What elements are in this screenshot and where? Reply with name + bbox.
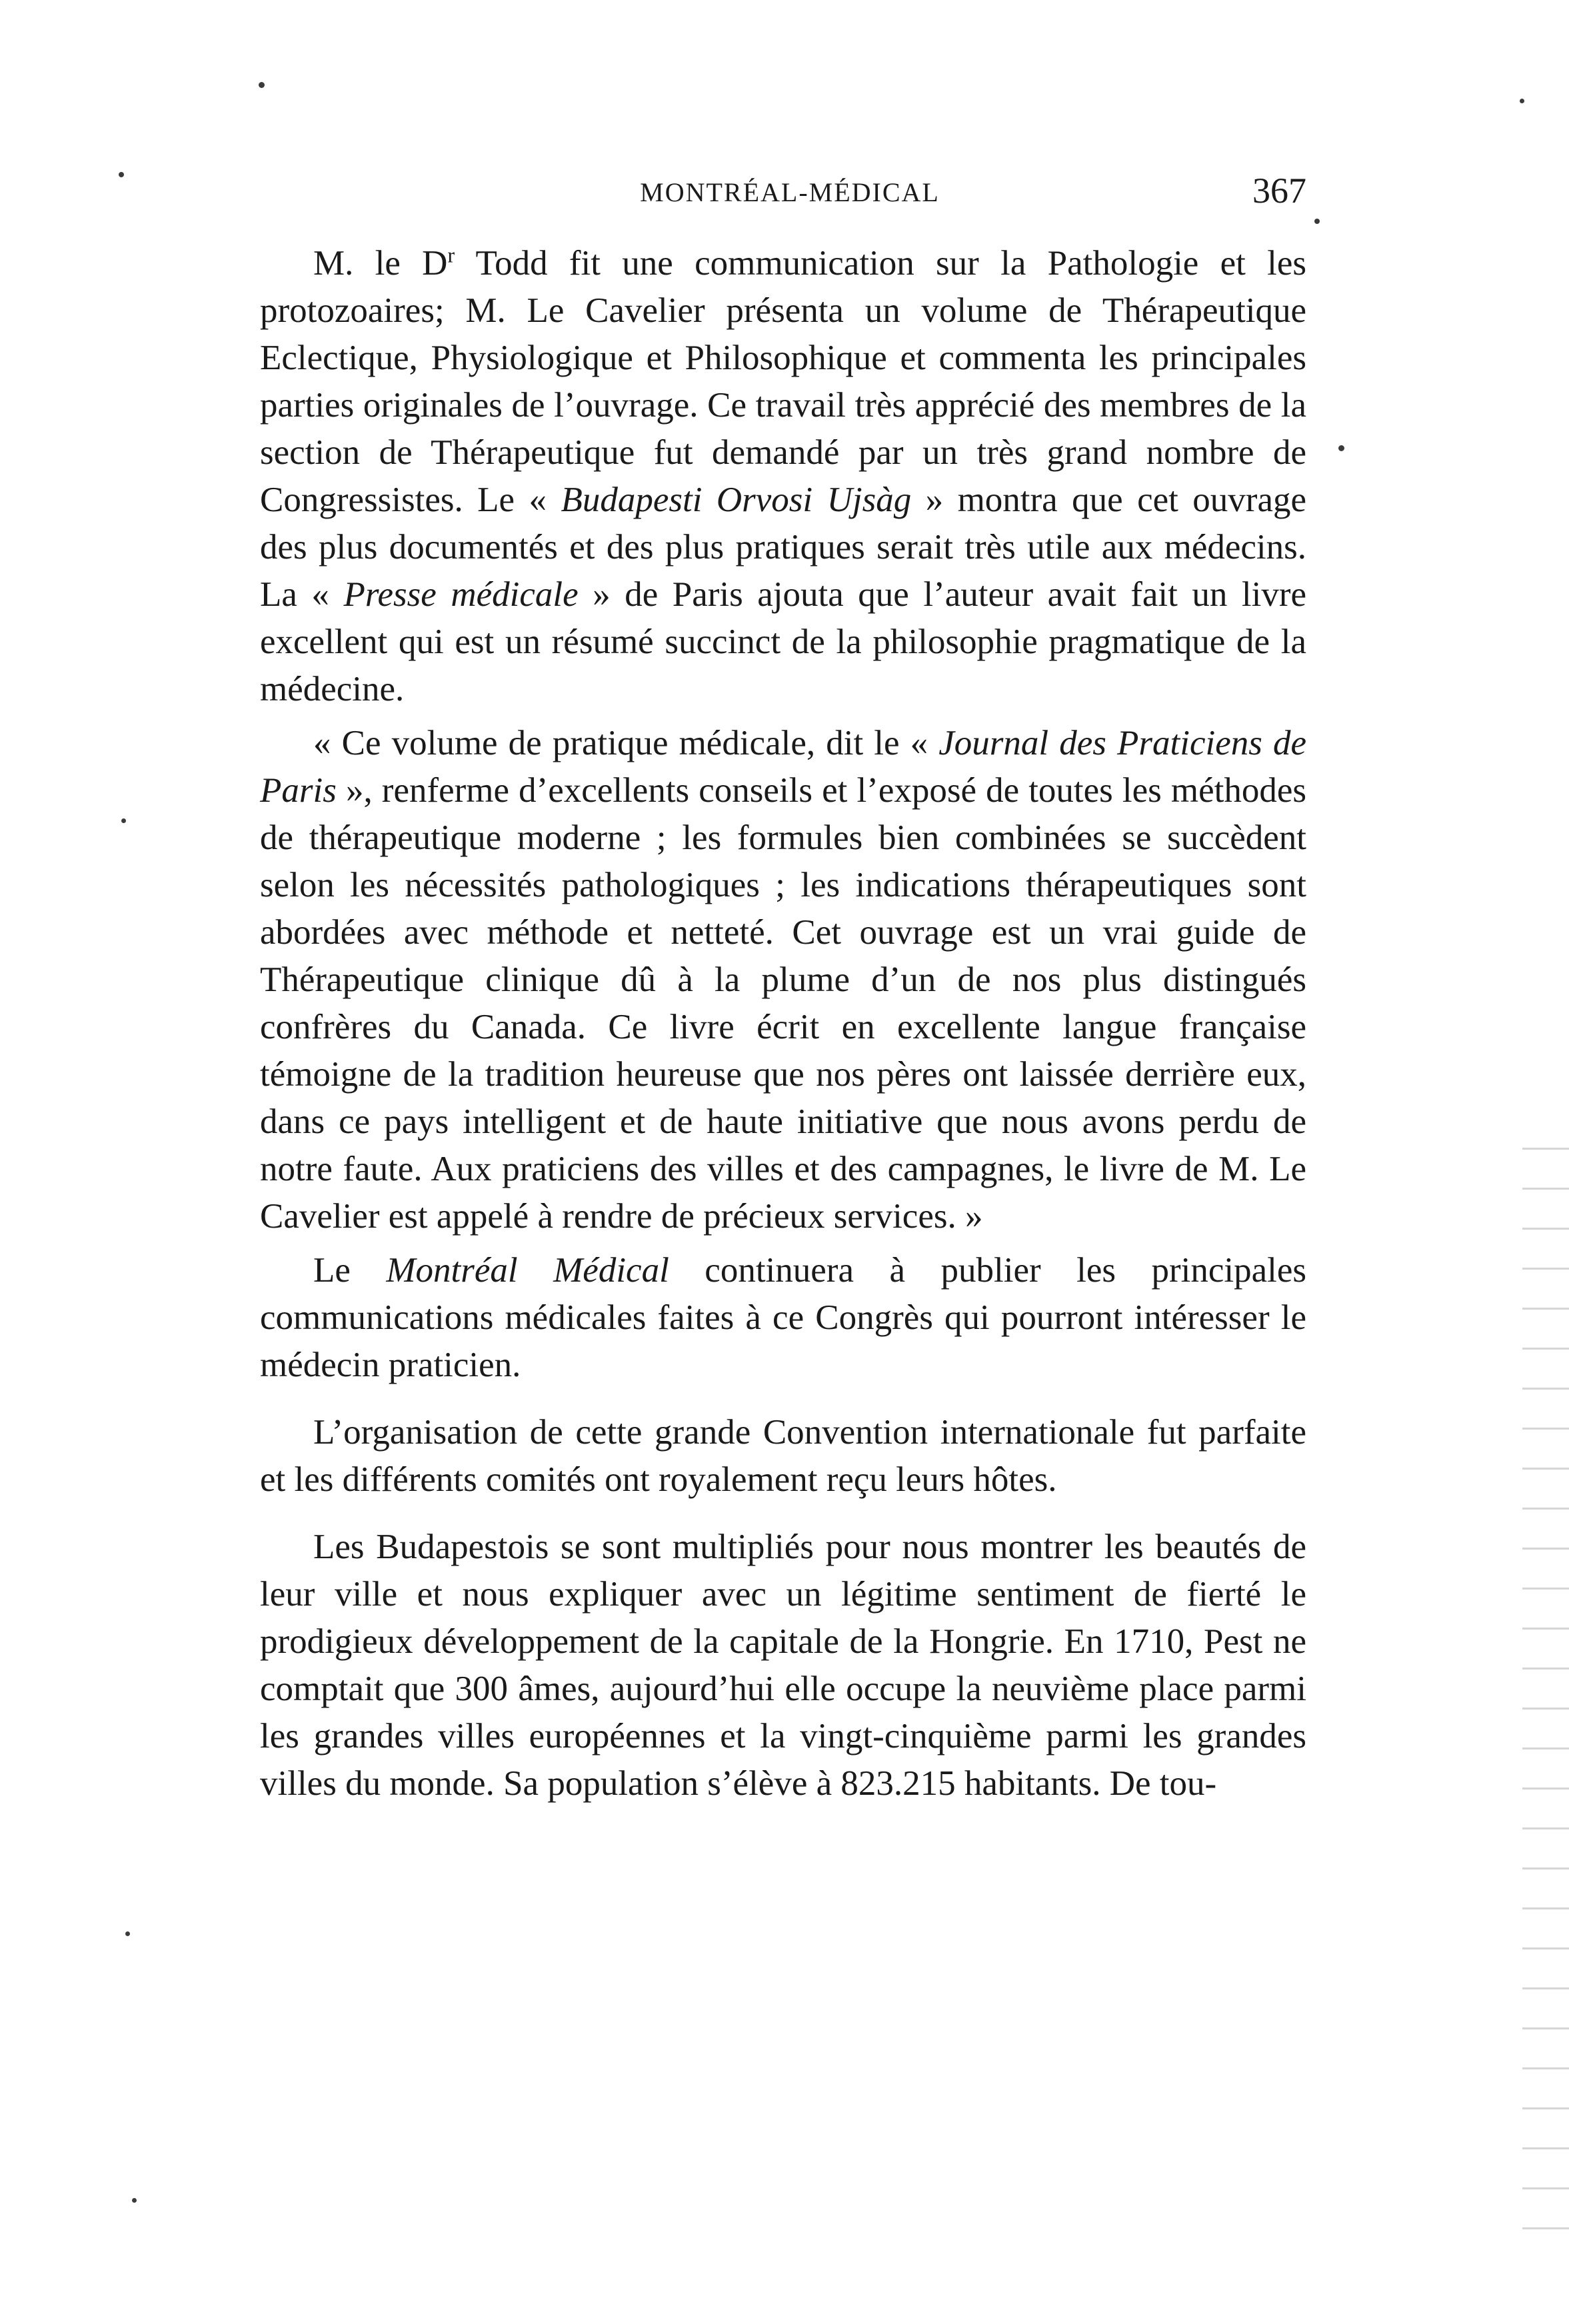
scan-speck (132, 2198, 137, 2203)
paragraph-2-text-a: « Ce volume de pratique médicale, dit le « (313, 724, 939, 762)
doctor-abbrev-superscript: r (447, 243, 455, 267)
paragraph-1-text-b: Todd fit une communication sur la Pathologie et les protozoaires; M. Le Cavelier présenta un volume de Thérapeutique Eclectique, Physiologique et Philosophique et commenta les principales parties originales de l’ouvrage. Ce travail très apprécié des membres de la section de Thérapeutique fut demandé par un très grand nombre de Congressistes. Le « (260, 244, 1307, 519)
paragraph-4 (260, 1409, 1306, 1504)
running-title: MONTRÉAL-MÉDICAL (640, 177, 940, 207)
page-header (260, 170, 1320, 217)
paragraph-1-text-d: » de Paris ajouta que l’auteur avait fait un livre excellent qui est un résumé succinct de la philosophie pragmatique de la médecine. (260, 575, 1307, 708)
scan-speck (1338, 445, 1344, 451)
scan-speck (119, 172, 124, 177)
paragraph-1 (260, 240, 1306, 713)
paragraph-1-text-c: » montra que cet ouvrage des plus documentés et des plus pratiques serait très utile aux médecins. La « (260, 481, 1306, 614)
journal-title-praticiens: Journal des Praticiens de Paris (260, 724, 1306, 810)
paragraph-3-text-b: continuera à publier les principales communications médicales faites à ce Congrès qui pourront intéresser le médecin praticien. (260, 1251, 1307, 1384)
scan-speck (1314, 219, 1320, 224)
paragraph-2 (260, 720, 1306, 1240)
paragraph-5 (260, 1524, 1306, 1807)
page-number: 367 (1252, 171, 1306, 211)
scan-speck (259, 82, 265, 88)
paragraph-1-text-a: M. le D (313, 244, 448, 283)
scan-edge-noise (1522, 1133, 1569, 2266)
scan-speck (1520, 99, 1524, 103)
journal-title-presse: Presse médicale (343, 575, 579, 614)
paragraph-3 (260, 1247, 1306, 1389)
scan-speck (121, 818, 126, 823)
journal-title-montreal: Montréal Médical (386, 1251, 669, 1290)
paragraph-4-text: L’organisation de cette grande Convention internationale fut parfaite et les différents comités ont royalement reçu leurs hôtes. (260, 1413, 1306, 1499)
scan-speck (125, 1931, 130, 1936)
journal-title-budapesti: Budapesti Orvosi Ujsàg (561, 481, 912, 519)
paragraph-2-text-b: », renferme d’excellents conseils et l’exposé de toutes les méthodes de thérapeutique moderne ; les formules bien combinées se succèdent selon les nécessités pathologiques ; les indications thérapeutiques sont abordées avec méthode et netteté. Cet ouvrage est un vrai guide de Thérapeutique clinique dû à la plume d’un de nos plus distingués confrères du Canada. Ce livre écrit en excellente langue française témoigne de la tradition heureuse que nos pères ont laissée derrière eux, dans ce pays intelligent et de haute initiative que nous avons perdu de notre faute. Aux praticiens des villes et des campagnes, le livre de M. Le Cavelier est appelé à rendre de précieux services. » (260, 771, 1306, 1236)
page-body (260, 240, 1306, 1807)
paragraph-3-text-a: Le (313, 1251, 387, 1290)
paragraph-5-text: Les Budapestois se sont multipliés pour nous montrer les beautés de leur ville et nous expliquer avec un légitime sentiment de fierté le prodigieux développement de la capitale de la Hongrie. En 1710, Pest ne comptait que 300 âmes, aujourd’hui elle occupe la neuvième place parmi les grandes villes européennes et la vingt-cinquième parmi les grandes villes du monde. Sa population s’élève à 823.215 habitants. De tou- (260, 1528, 1306, 1803)
